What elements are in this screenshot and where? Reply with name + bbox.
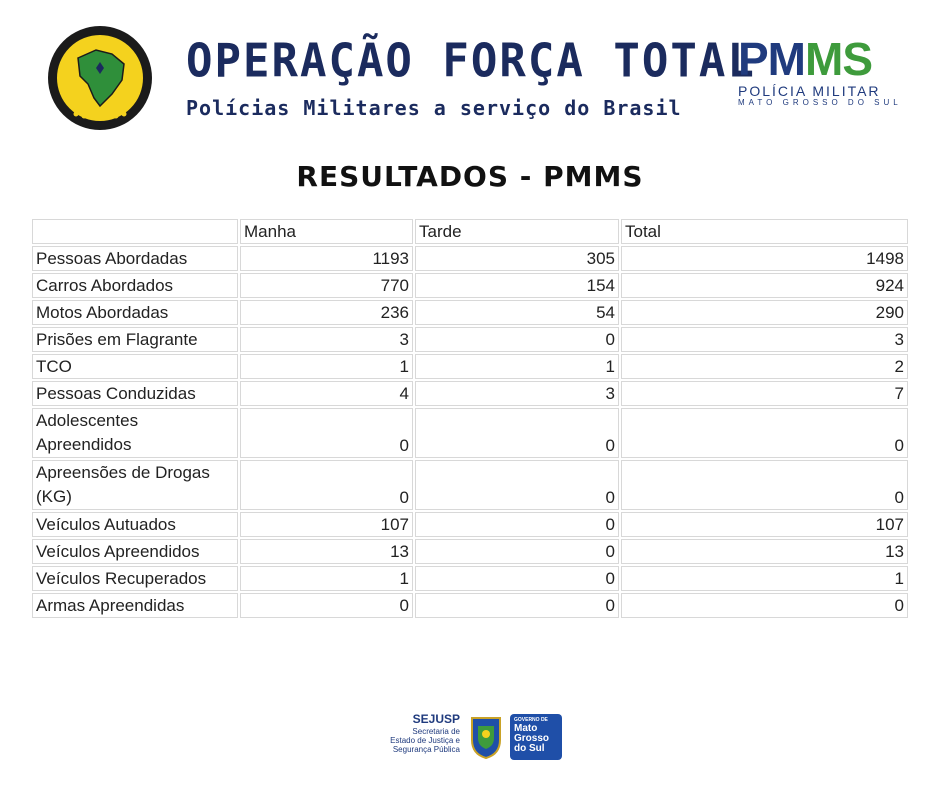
table-row [32, 460, 908, 510]
cell-manha: 0 [240, 408, 413, 458]
pmms-logo-line1: POLÍCIA MILITAR [738, 83, 881, 99]
cell-tarde: 0 [415, 566, 619, 591]
table-row [32, 327, 908, 352]
cell-manha: 770 [240, 273, 413, 298]
cell-manha: 0 [240, 460, 413, 510]
cell-total: 3 [621, 327, 908, 352]
table-row [32, 381, 908, 406]
cell-manha: 13 [240, 539, 413, 564]
section-title: RESULTADOS - PMMS [296, 160, 644, 193]
brazil-map-emblem-icon [38, 24, 162, 132]
results-table [30, 217, 910, 620]
row-label: Pessoas Abordadas [32, 246, 238, 271]
cell-manha: 1 [240, 566, 413, 591]
header-cell-total: Total [621, 219, 908, 244]
cell-tarde: 0 [415, 408, 619, 458]
row-label: Carros Abordados [32, 273, 238, 298]
table-row [32, 246, 908, 271]
cell-tarde: 154 [415, 273, 619, 298]
row-label: Apreensões de Drogas (KG) [32, 460, 238, 510]
table-row [32, 512, 908, 537]
row-label: Veículos Autuados [32, 512, 238, 537]
gov-ms-logo: GOVERNO DE Mato Grosso do Sul [510, 714, 562, 760]
cell-total: 107 [621, 512, 908, 537]
header-cell-blank [32, 219, 238, 244]
cell-tarde: 0 [415, 327, 619, 352]
cell-manha: 236 [240, 300, 413, 325]
cell-tarde: 0 [415, 512, 619, 537]
ms-state-crest-icon [466, 714, 506, 760]
cell-tarde: 305 [415, 246, 619, 271]
cell-total: 0 [621, 593, 908, 618]
table-row [32, 408, 908, 458]
row-label: Veículos Apreendidos [32, 539, 238, 564]
cell-manha: 4 [240, 381, 413, 406]
row-label: TCO [32, 354, 238, 379]
table-row [32, 593, 908, 618]
row-label: Prisões em Flagrante [32, 327, 238, 352]
table-row [32, 539, 908, 564]
row-label: Pessoas Conduzidas [32, 381, 238, 406]
row-label: Veículos Recuperados [32, 566, 238, 591]
table-row [32, 566, 908, 591]
cell-total: 1 [621, 566, 908, 591]
pmms-logo-line2: MATO GROSSO DO SUL [738, 98, 902, 107]
cell-manha: 1193 [240, 246, 413, 271]
cell-tarde: 0 [415, 460, 619, 510]
cell-manha: 107 [240, 512, 413, 537]
cell-total: 0 [621, 460, 908, 510]
sejusp-subtitle: Secretaria de Estado de Justiça e Segurança Pública [390, 727, 460, 754]
cell-tarde: 54 [415, 300, 619, 325]
cell-total: 1498 [621, 246, 908, 271]
sejusp-title: SEJUSP [412, 712, 460, 726]
cell-total: 7 [621, 381, 908, 406]
footer-logos [388, 712, 568, 764]
cell-total: 0 [621, 408, 908, 458]
cell-tarde: 1 [415, 354, 619, 379]
row-label: Armas Apreendidas [32, 593, 238, 618]
row-label: Adolescentes Apreendidos [32, 408, 238, 458]
cell-tarde: 3 [415, 381, 619, 406]
pmms-logo [738, 33, 902, 107]
table-header-row [32, 219, 908, 244]
cell-manha: 1 [240, 354, 413, 379]
cell-tarde: 0 [415, 593, 619, 618]
cell-total: 13 [621, 539, 908, 564]
table-row [32, 273, 908, 298]
cell-manha: 0 [240, 593, 413, 618]
page-title: OPERAÇÃO FORÇA TOTAL [186, 34, 756, 89]
table-row [32, 300, 908, 325]
header-cell-tarde: Tarde [415, 219, 619, 244]
table-row [32, 354, 908, 379]
pmms-wordmark: PMMS [738, 33, 872, 85]
cell-manha: 3 [240, 327, 413, 352]
header-cell-manha: Manha [240, 219, 413, 244]
cell-total: 290 [621, 300, 908, 325]
cell-total: 924 [621, 273, 908, 298]
page-subtitle: Polícias Militares a serviço do Brasil [186, 96, 682, 120]
cell-tarde: 0 [415, 539, 619, 564]
row-label: Motos Abordadas [32, 300, 238, 325]
cell-total: 2 [621, 354, 908, 379]
